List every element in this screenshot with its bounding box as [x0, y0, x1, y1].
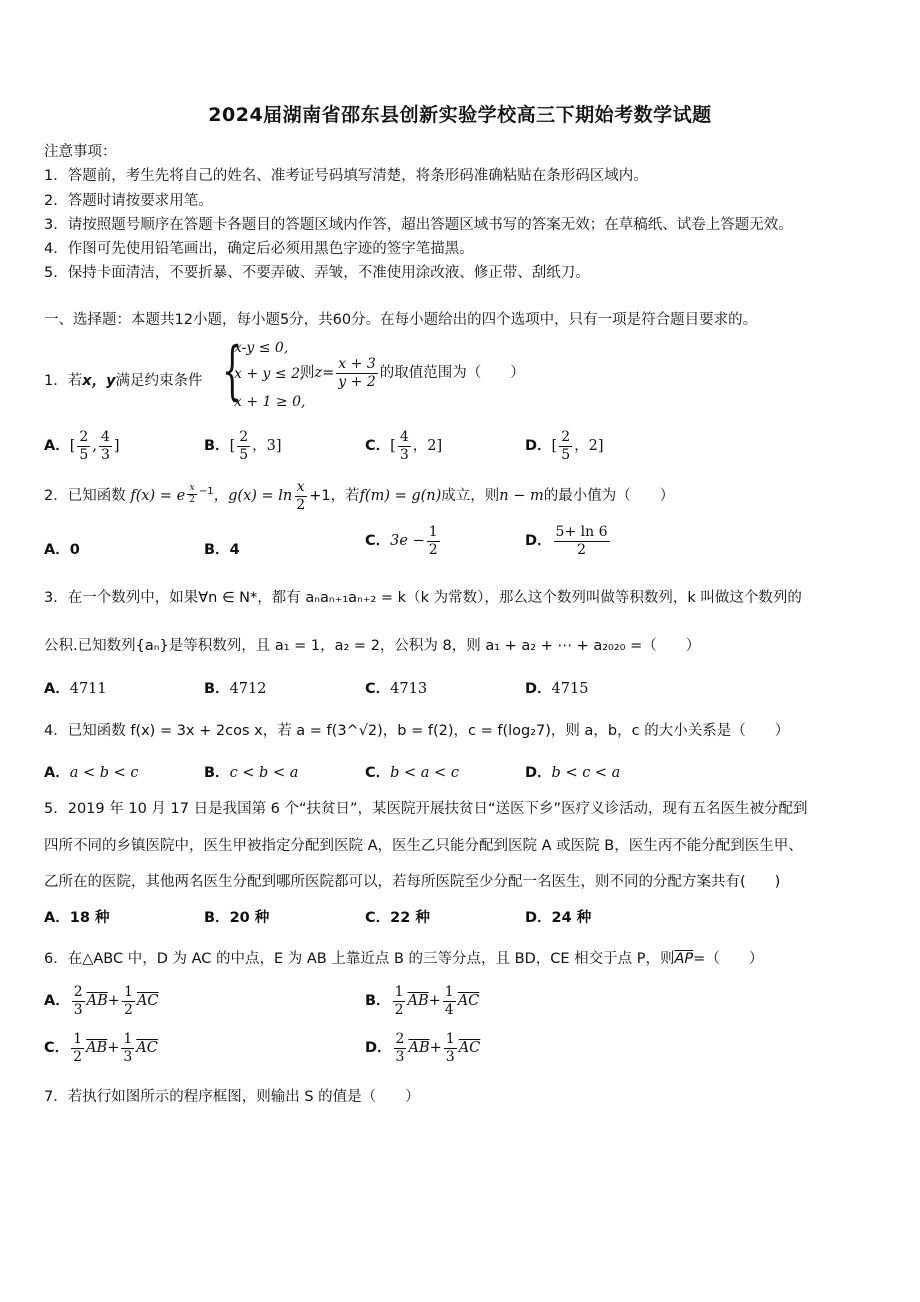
question-6-stem: 6．在△ABC 中，D 为 AC 的中点，E 为 AB 上靠近点 B 的三等分点，且 BD，CE 相交于点 P，则$\overline{AP}=$（ ）	[44, 951, 764, 967]
page-title: 2024届湖南省邵东县创新实验学校高三下期始考数学试题	[208, 104, 712, 126]
option-a[interactable]: A．4711	[44, 681, 107, 697]
option-d[interactable]: D．b < c < a	[525, 765, 621, 781]
option-c[interactable]: C．b < a < c	[365, 765, 459, 781]
vector-ap: $\overline{AP}$	[674, 951, 694, 967]
option-b[interactable]: B． $\frac{1}{2}$ $\overline{AB}+$ $\frac{1}{4}$ $\overline{AC}$	[365, 984, 480, 1018]
option-c[interactable]: C．[ $\frac{4}{3}$ ，2]	[365, 429, 443, 463]
notice-item: 1．答题前，考生先将自己的姓名、准考证号码填写清楚，将条形码准确粘贴在条形码区域内。	[44, 168, 648, 184]
section-heading: 一、选择题：本题共12小题，每小题5分，共60分。在每小题给出的四个选项中，只有一项是符合题目要求的。	[44, 312, 758, 328]
question-3-line: 公积.已知数列{aₙ}是等积数列，且 a₁ = 1，a₂ = 2，公积为 8，则 a₁ + a₂ + ⋯ + a₂₀₂₀ =（ ）	[44, 638, 701, 654]
question-7-stem: 7．若执行如图所示的程序框图，则输出 S 的值是（ ）	[44, 1089, 420, 1105]
constraint-system	[222, 334, 312, 416]
option-c[interactable]: C．22 种	[365, 910, 430, 926]
notice-item: 2．答题时请按要求用笔。	[44, 193, 213, 209]
option-d[interactable]: D．4715	[525, 681, 589, 697]
question-4-stem: 4．已知函数 f(x) = 3x + 2cos x，若 a = f(3^√2)，b = f(2)，c = f(log₂7)，则 a，b，c 的大小关系是（ ）	[44, 723, 790, 739]
notice-heading: 注意事项：	[44, 144, 117, 160]
question-5-line: 乙所在的医院，其他两名医生分配到哪所医院都可以，若每所医院至少分配一名医生，则不同的分配方案共有( )	[44, 874, 781, 890]
constraint-2: x + y ≤ 2,	[234, 366, 305, 382]
option-a[interactable]: A． $\frac{2}{3}$ $\overline{AB}+$ $\frac{1}{2}$ $\overline{AC}$	[44, 984, 159, 1018]
question-2-stem: 2．已知函数 f(x) = e $^{\frac{x}{2} -1}$，g(x) = ln $\frac{x}{2}$ +1，若f(m) = g(n)成立，则n − m的最小值为（ ）	[44, 479, 675, 513]
option-b[interactable]: B．20 种	[204, 910, 270, 926]
option-c[interactable]: C． $\frac{1}{2}$ $\overline{AB}+$ $\frac{1}{3}$ $\overline{AC}$	[44, 1031, 158, 1065]
notice-item: 3．请按照题号顺序在答题卡各题目的答题区域内作答，超出答题区域书写的答案无效；在草稿纸、试卷上答题无效。	[44, 217, 793, 233]
fraction: $\frac{x + 3}{y + 2}$	[338, 356, 376, 390]
option-b[interactable]: B．4	[204, 542, 240, 558]
option-d[interactable]: D．24 种	[525, 910, 592, 926]
option-b[interactable]: B．4712	[204, 681, 267, 697]
option-d[interactable]: D．[ $\frac{2}{5}$ ，2]	[525, 429, 604, 463]
option-b[interactable]: B．c < b < a	[204, 765, 299, 781]
option-d[interactable]: D． $\frac{2}{3}$ $\overline{AB}+$ $\frac{1}{3}$ $\overline{AC}$	[365, 1031, 481, 1065]
notice-item: 4．作图可先使用铅笔画出，确定后必须用黑色字迹的签字笔描黑。	[44, 241, 474, 257]
constraint-3: x + 1 ≥ 0,	[234, 394, 306, 410]
option-b[interactable]: B．[ $\frac{2}{5}$ ，3]	[204, 429, 282, 463]
question-5-line: 四所不同的乡镇医院中，医生甲被指定分配到医院 A，医生乙只能分配到医院 A 或医院 B，医生丙不能分配到医生甲、	[44, 838, 803, 854]
option-c[interactable]: C．3e − $\frac{1}{2}$	[365, 524, 438, 558]
question-1-stem: 1．若x，y满足约束条件	[44, 373, 203, 389]
constraint-1: x-y ≤ 0,	[234, 340, 289, 356]
option-c[interactable]: C．4713	[365, 681, 428, 697]
question-5-line: 5．2019 年 10 月 17 日是我国第 6 个“扶贫日”，某医院开展扶贫日“送医下乡”医疗义诊活动，现有五名医生被分配到	[44, 801, 808, 817]
question-3-line: 3．在一个数列中，如果∀n ∈ N*，都有 aₙaₙ₊₁aₙ₊₂ = k（k 为常数），那么这个数列叫做等积数列，k 叫做这个数列的	[44, 590, 802, 606]
option-a[interactable]: A．18 种	[44, 910, 110, 926]
option-d[interactable]: D． $\frac{5+ \ln 6}{2}$	[525, 524, 608, 558]
option-a[interactable]: A．[ $\frac{2}{5}$ , $\frac{4}{3}$ ]	[44, 429, 120, 463]
option-a[interactable]: A．0	[44, 542, 80, 558]
question-1-target: 则z= $\frac{x + 3}{y + 2}$ 的取值范围为（ ）	[300, 356, 525, 390]
notice-item: 5．保持卡面清洁，不要折暴、不要弄破、弄皱，不准使用涂改液、修正带、刮纸刀。	[44, 265, 590, 281]
brace-symbol: {	[222, 334, 243, 408]
option-a[interactable]: A．a < b < c	[44, 765, 139, 781]
